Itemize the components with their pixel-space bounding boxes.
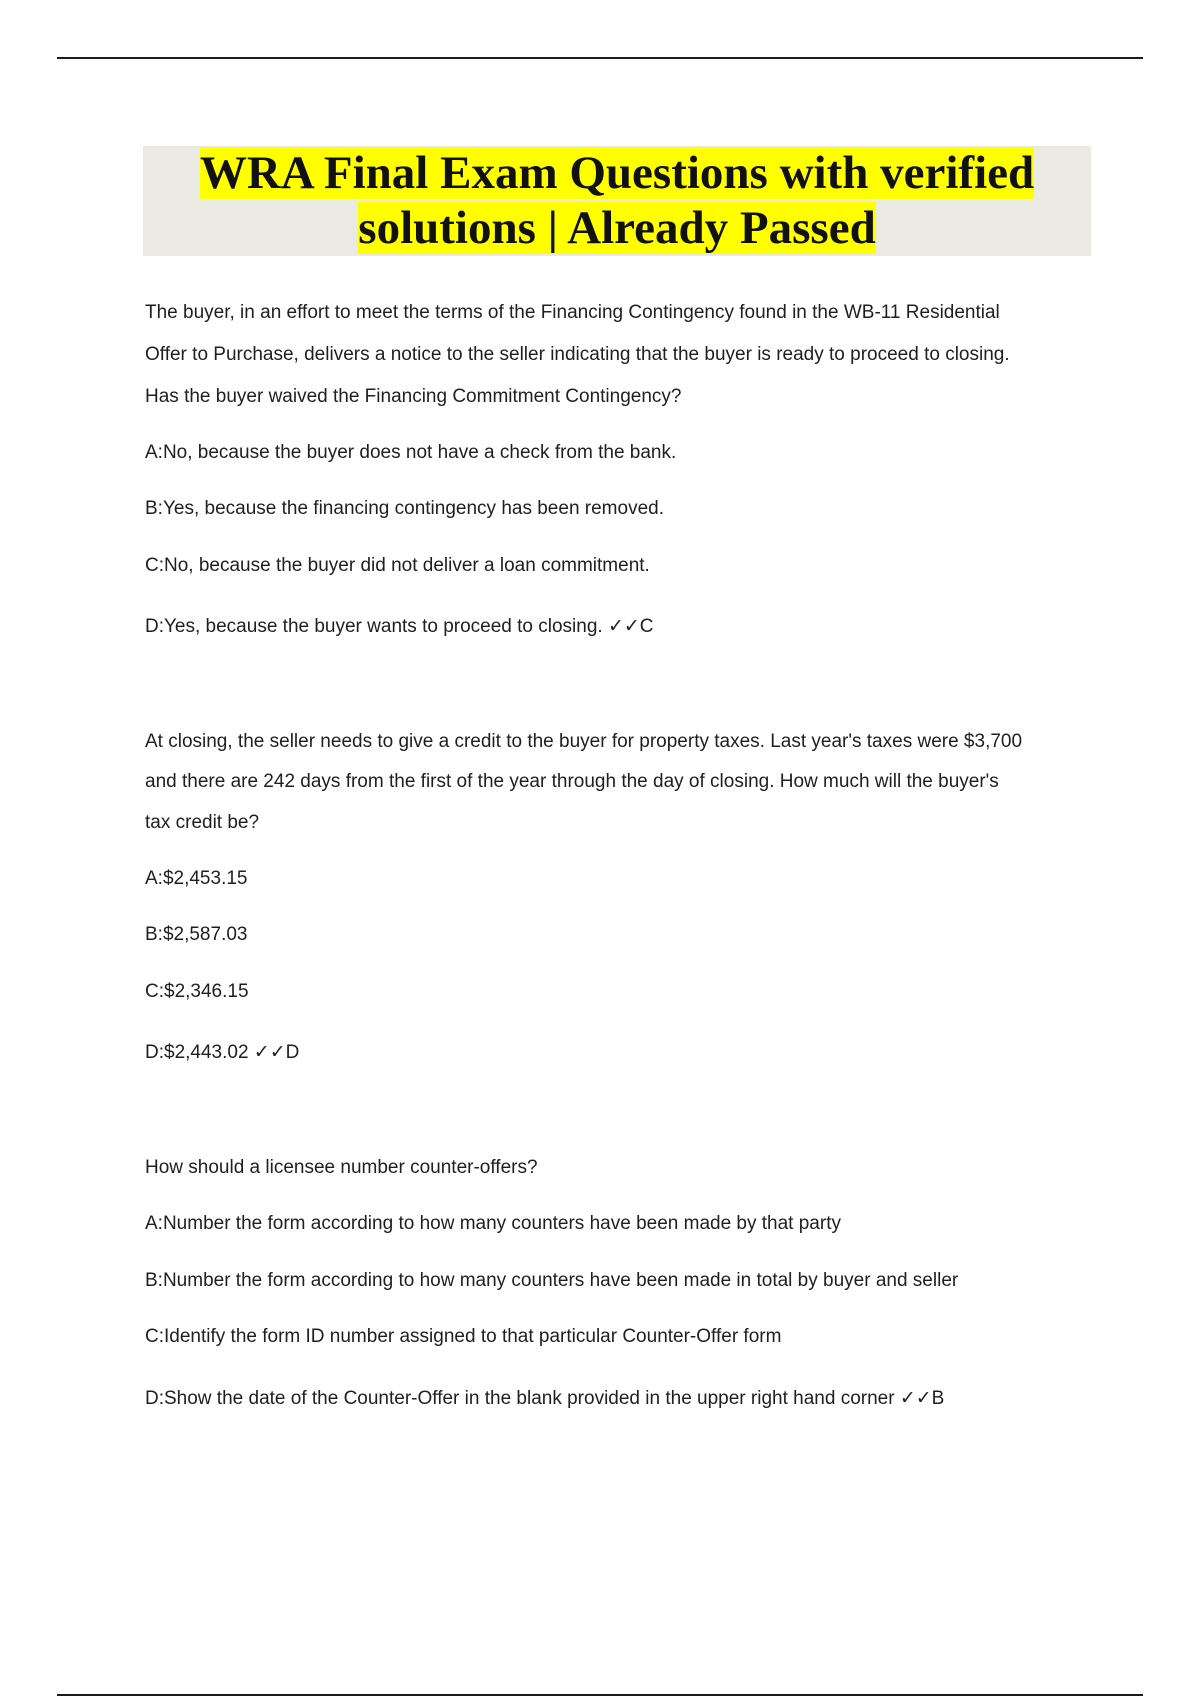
question-3-stem-line-1: How should a licensee number counter-offers? [145,1157,538,1178]
question-1-stem-line-1: The buyer, in an effort to meet the terms of the Financing Contingency found in the WB-11 Residential [145,302,1000,323]
question-2-stem-line-1: At closing, the seller needs to give a credit to the buyer for property taxes. Last year's taxes were $3,700 [145,731,1023,752]
question-3-option-a: A:Number the form according to how many counters have been made by that party [145,1213,841,1234]
question-2-stem-line-2: and there are 242 days from the first of the year through the day of closing. How much will the buyer's [145,771,999,792]
question-1-option-c: C:No, because the buyer did not deliver a loan commitment. [145,555,650,576]
document-title-box [143,146,1091,256]
question-1-stem-line-3: Has the buyer waived the Financing Commitment Contingency? [145,386,682,407]
question-1-option-b: B:Yes, because the financing contingency has been removed. [145,498,664,519]
header-rule [57,57,1143,59]
question-3-option-b: B:Number the form according to how many counters have been made in total by buyer and seller [145,1270,959,1291]
question-1-option-a: A:No, because the buyer does not have a check from the bank. [145,442,677,463]
question-2-option-c: C:$2,346.15 [145,981,249,1002]
question-1-stem-line-2: Offer to Purchase, delivers a notice to the seller indicating that the buyer is ready to proceed to closing. [145,344,1010,365]
question-3-option-d-answer: D:Show the date of the Counter-Offer in the blank provided in the upper right hand corner ✓✓B [145,1388,945,1409]
document-title-line-2: solutions | Already Passed [358,202,876,254]
question-2-option-b: B:$2,587.03 [145,924,248,945]
document-title-line-1: WRA Final Exam Questions with verified [199,147,1035,199]
footer-rule [57,1694,1143,1696]
question-2-option-d-answer: D:$2,443.02 ✓✓D [145,1042,300,1063]
question-1-option-d-answer: D:Yes, because the buyer wants to proceed to closing. ✓✓C [145,616,654,637]
question-2-stem-line-3: tax credit be? [145,812,260,833]
question-3-option-c: C:Identify the form ID number assigned to that particular Counter-Offer form [145,1326,782,1347]
question-2-option-a: A:$2,453.15 [145,868,248,889]
